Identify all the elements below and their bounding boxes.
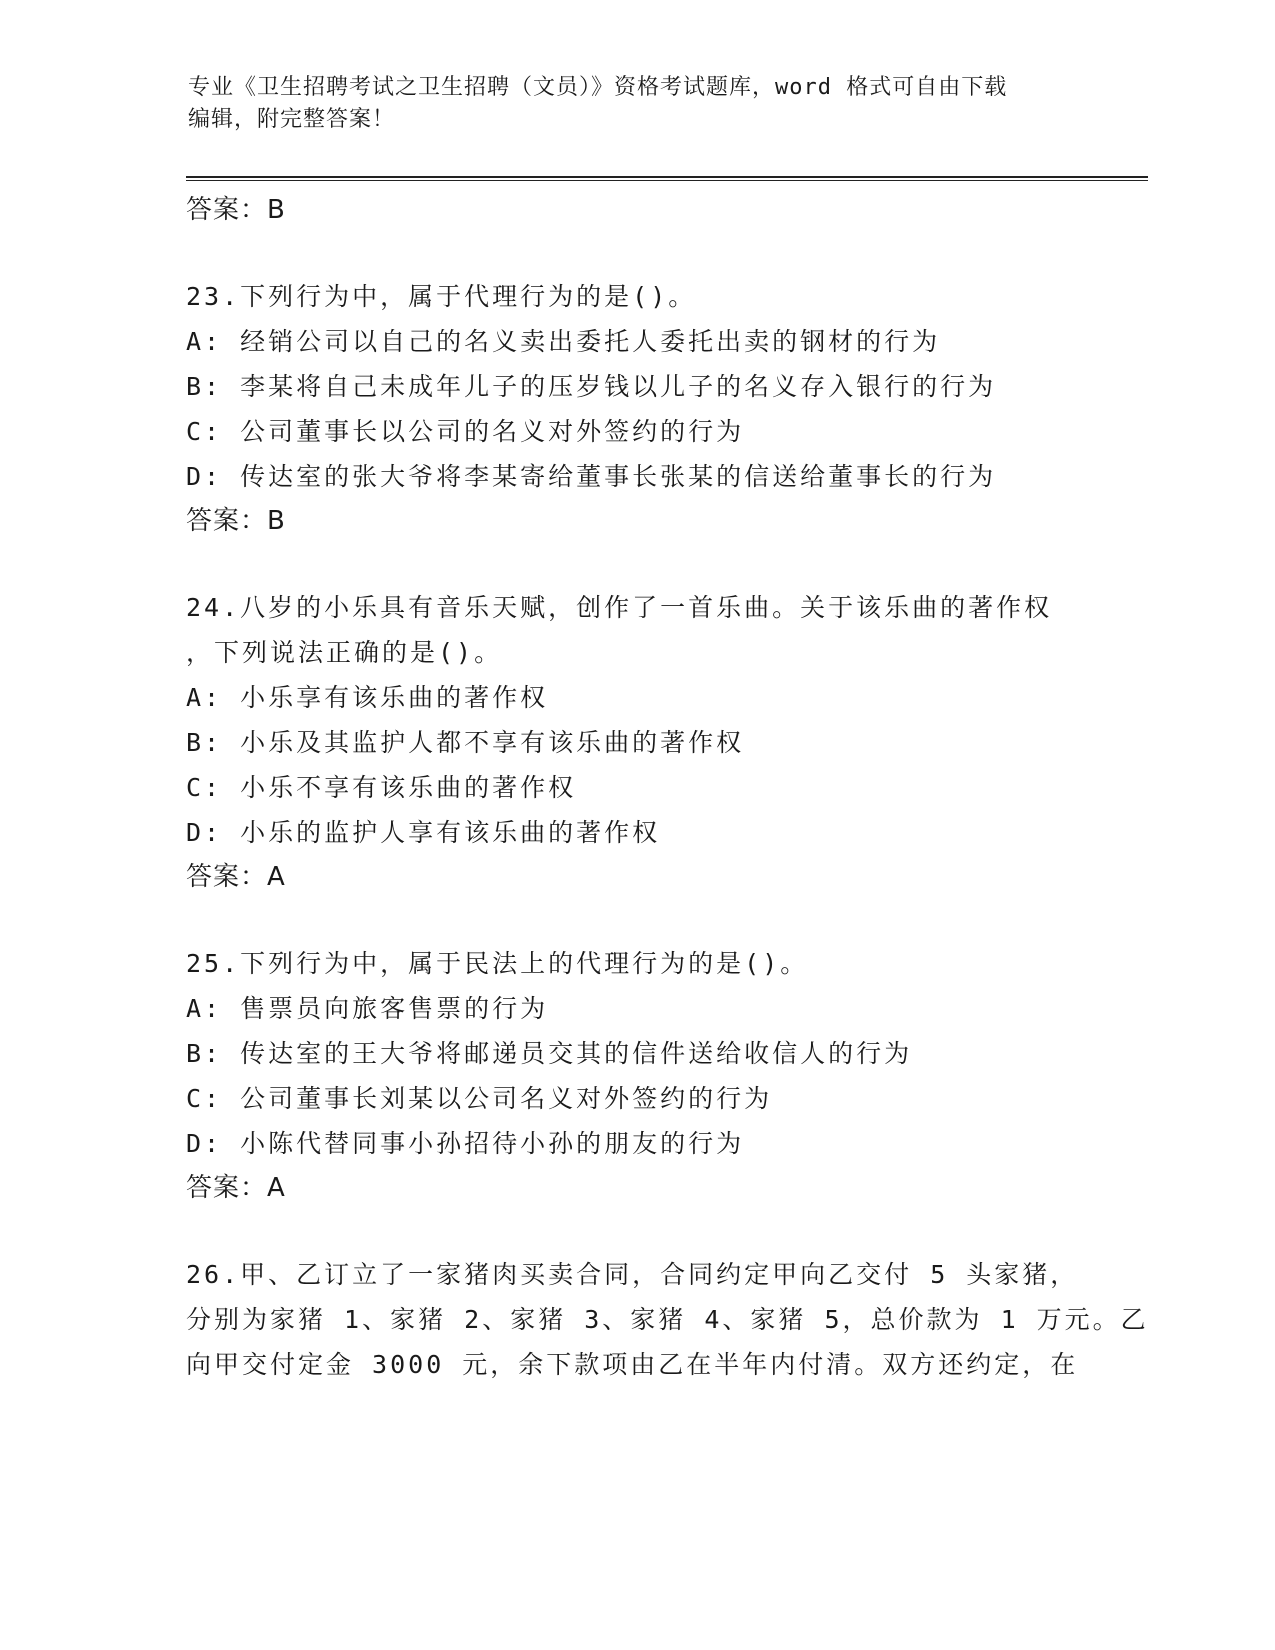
question-text: 分别为家猪 1、家猪 2、家猪 3、家猪 4、家猪 5，总价款为 1 万元。乙 [186,1305,1149,1334]
option-b: B: 李某将自己未成年儿子的压岁钱以儿子的名义存入银行的行为 [186,372,997,401]
option-c: C: 公司董事长以公司的名义对外签约的行为 [186,417,745,446]
option-d: D: 传达室的张大爷将李某寄给董事长张某的信送给董事长的行为 [186,462,997,491]
answer-line: 答案：A [186,1173,286,1203]
question-text: ，下列说法正确的是()。 [186,638,503,667]
header-divider [186,176,1148,181]
answer-line: 答案：B [186,195,286,225]
option-d: D: 小乐的监护人享有该乐曲的著作权 [186,818,661,847]
option-c: C: 小乐不享有该乐曲的著作权 [186,773,577,802]
question-text: 26.甲、乙订立了一家猪肉买卖合同，合同约定甲向乙交付 5 头家猪， [186,1260,1079,1289]
question-block [186,585,1126,899]
option-c: C: 公司董事长刘某以公司名义对外签约的行为 [186,1084,773,1113]
header-line-1: 专业《卫生招聘考试之卫生招聘（文员）》资格考试题库，word 格式可自由下载 [188,75,1008,100]
option-b: B: 传达室的王大爷将邮递员交其的信件送给收信人的行为 [186,1039,913,1068]
document-body [186,188,1149,1387]
answer-line: 答案：A [186,862,286,892]
question-block [186,274,1126,543]
page-header [188,72,1088,136]
answer-line: 答案：B [186,506,286,536]
option-a: A: 售票员向旅客售票的行为 [186,994,549,1023]
header-line-2: 编辑，附完整答案！ [188,107,396,132]
spacer [186,232,1126,274]
question-text: 25.下列行为中，属于民法上的代理行为的是()。 [186,949,809,978]
spacer [186,899,1126,941]
question-text: 23.下列行为中，属于代理行为的是()。 [186,282,697,311]
question-block [186,1252,1149,1387]
option-a: A: 小乐享有该乐曲的著作权 [186,683,549,712]
question-text: 24.八岁的小乐具有音乐天赋，创作了一首乐曲。关于该乐曲的著作权 [186,593,1053,622]
option-d: D: 小陈代替同事小孙招待小孙的朋友的行为 [186,1129,745,1158]
question-text: 向甲交付定金 3000 元，余下款项由乙在半年内付清。双方还约定，在 [186,1350,1079,1379]
option-b: B: 小乐及其监护人都不享有该乐曲的著作权 [186,728,745,757]
option-a: A: 经销公司以自己的名义卖出委托人委托出卖的钢材的行为 [186,327,941,356]
spacer [186,1210,1126,1252]
spacer [186,543,1126,585]
question-block [186,941,1126,1210]
